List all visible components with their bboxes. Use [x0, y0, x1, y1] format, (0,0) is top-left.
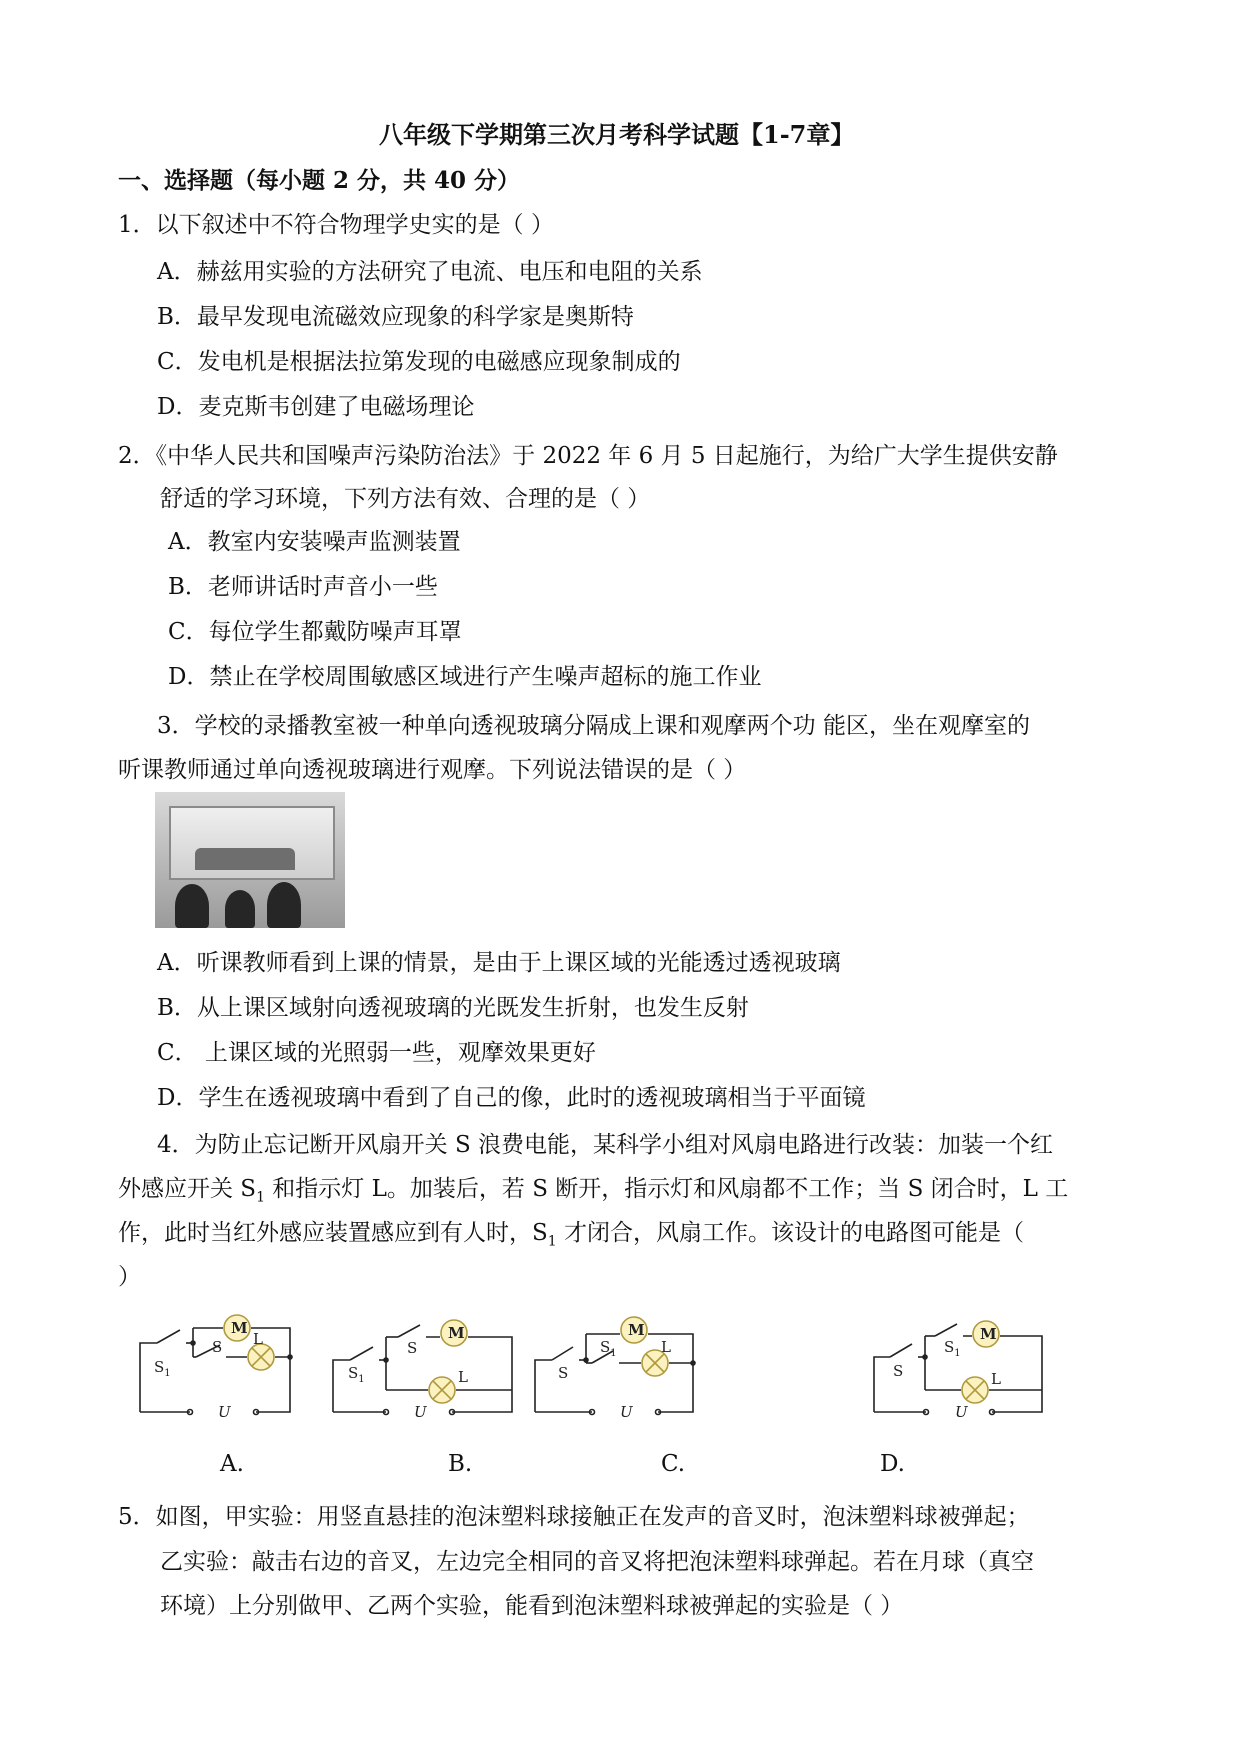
source-label: U — [955, 1403, 968, 1421]
switch-label: S — [558, 1364, 569, 1382]
q3-stem-line2: 听课教师通过单向透视玻璃进行观摩。下列说法错误的是（ ） — [118, 757, 747, 783]
circuit-diagrams — [0, 1300, 1241, 1480]
q2-option-d: D．禁止在学校周围敏感区域进行产生噪声超标的施工作业 — [168, 664, 762, 690]
q3-option-b: B．从上课区域射向透视玻璃的光既发生折射，也发生反射 — [157, 995, 749, 1021]
motor-label: M — [448, 1324, 465, 1342]
lamp-label: L — [458, 1368, 468, 1386]
observer-silhouette — [225, 890, 255, 928]
q5-stem-line2: 乙实验：敲击右边的音叉，左边完全相同的音叉将把泡沫塑料球弹起。若在月球（真空 — [160, 1549, 1034, 1575]
q2-option-a: A．教室内安装噪声监测装置 — [168, 529, 461, 555]
q4-option-d: D. — [880, 1451, 905, 1477]
classroom-photo — [155, 792, 345, 928]
switch-label: S — [212, 1338, 223, 1356]
q1-stem: 1．以下叙述中不符合物理学史实的是（ ） — [118, 212, 554, 238]
lamp-label: L — [991, 1370, 1001, 1388]
switch-label: S — [407, 1339, 418, 1357]
q5-stem-line3: 环境）上分别做甲、乙两个实验，能看到泡沫塑料球被弹起的实验是（ ） — [160, 1593, 904, 1619]
q1-option-b: B．最早发现电流磁效应现象的科学家是奥斯特 — [157, 304, 634, 330]
q4-option-b: B. — [448, 1451, 473, 1477]
q4-stem-line2: 外感应开关 $S_1$ 和指示灯 L。加装后，若 S 断开，指示灯和风扇都不工作；当 S 闭合时，L 工 — [118, 1176, 1069, 1206]
section-heading: 一、选择题（每小题 2 分，共 40 分） — [118, 167, 521, 194]
observer-silhouette — [175, 884, 209, 928]
q3-stem-line1: 3．学校的录播教室被一种单向透视玻璃分隔成上课和观摩两个功 能区，坐在观摩室的 — [157, 713, 1030, 739]
observer-silhouette — [267, 882, 301, 928]
q1-option-d: D．麦克斯韦创建了电磁场理论 — [157, 394, 475, 420]
switch1-label: $S_1$ — [348, 1364, 365, 1385]
switch1-label: $S_1$ — [600, 1338, 617, 1359]
circuit-b — [333, 1320, 512, 1415]
q2-option-c: C．每位学生都戴防噪声耳罩 — [168, 619, 462, 645]
lamp-label: L — [661, 1338, 671, 1356]
q4-stem-line1: 4．为防止忘记断开风扇开关 S 浪费电能，某科学小组对风扇电路进行改装：加装一个红 — [157, 1132, 1054, 1158]
q3-option-c: C． 上课区域的光照弱一些，观摩效果更好 — [157, 1040, 596, 1066]
q2-stem-line2: 舒适的学习环境，下列方法有效、合理的是（ ） — [160, 486, 651, 512]
motor-label: M — [980, 1325, 997, 1343]
switch1-label: $S_1$ — [154, 1358, 171, 1379]
q4-stem-line4: ） — [118, 1264, 141, 1290]
source-label: U — [218, 1403, 231, 1421]
q2-stem-line1: 2．《中华人民共和国噪声污染防治法》于 2022 年 6 月 5 日起施行，为给广大学生提供安静 — [118, 443, 1058, 469]
q5-stem-line1: 5．如图，甲实验：用竖直悬挂的泡沫塑料球接触正在发声的音叉时，泡沫塑料球被弹起； — [118, 1504, 1030, 1530]
lamp-label: L — [253, 1330, 263, 1348]
classroom-students — [195, 848, 295, 870]
switch-label: S — [893, 1362, 904, 1380]
q2-option-b: B．老师讲话时声音小一些 — [168, 574, 438, 600]
q4-option-c: C. — [661, 1451, 686, 1477]
motor-label: M — [231, 1319, 248, 1337]
exam-title: 八年级下学期第三次月考科学试题【1-7章】 — [379, 120, 855, 149]
q1-option-a: A．赫兹用实验的方法研究了电流、电压和电阻的关系 — [157, 259, 703, 285]
q4-option-a: A. — [220, 1451, 244, 1477]
motor-label: M — [628, 1321, 645, 1339]
q4-stem-line3: 作，此时当红外感应装置感应到有人时，$S_1$ 才闭合，风扇工作。该设计的电路图可能是（ — [118, 1220, 1024, 1250]
source-label: U — [620, 1403, 633, 1421]
source-label: U — [414, 1403, 427, 1421]
q1-option-c: C．发电机是根据法拉第发现的电磁感应现象制成的 — [157, 349, 681, 375]
q3-option-a: A．听课教师看到上课的情景，是由于上课区域的光能透过透视玻璃 — [157, 950, 841, 976]
switch1-label: $S_1$ — [944, 1338, 961, 1359]
q3-option-d: D．学生在透视玻璃中看到了自己的像，此时的透视玻璃相当于平面镜 — [157, 1085, 866, 1111]
